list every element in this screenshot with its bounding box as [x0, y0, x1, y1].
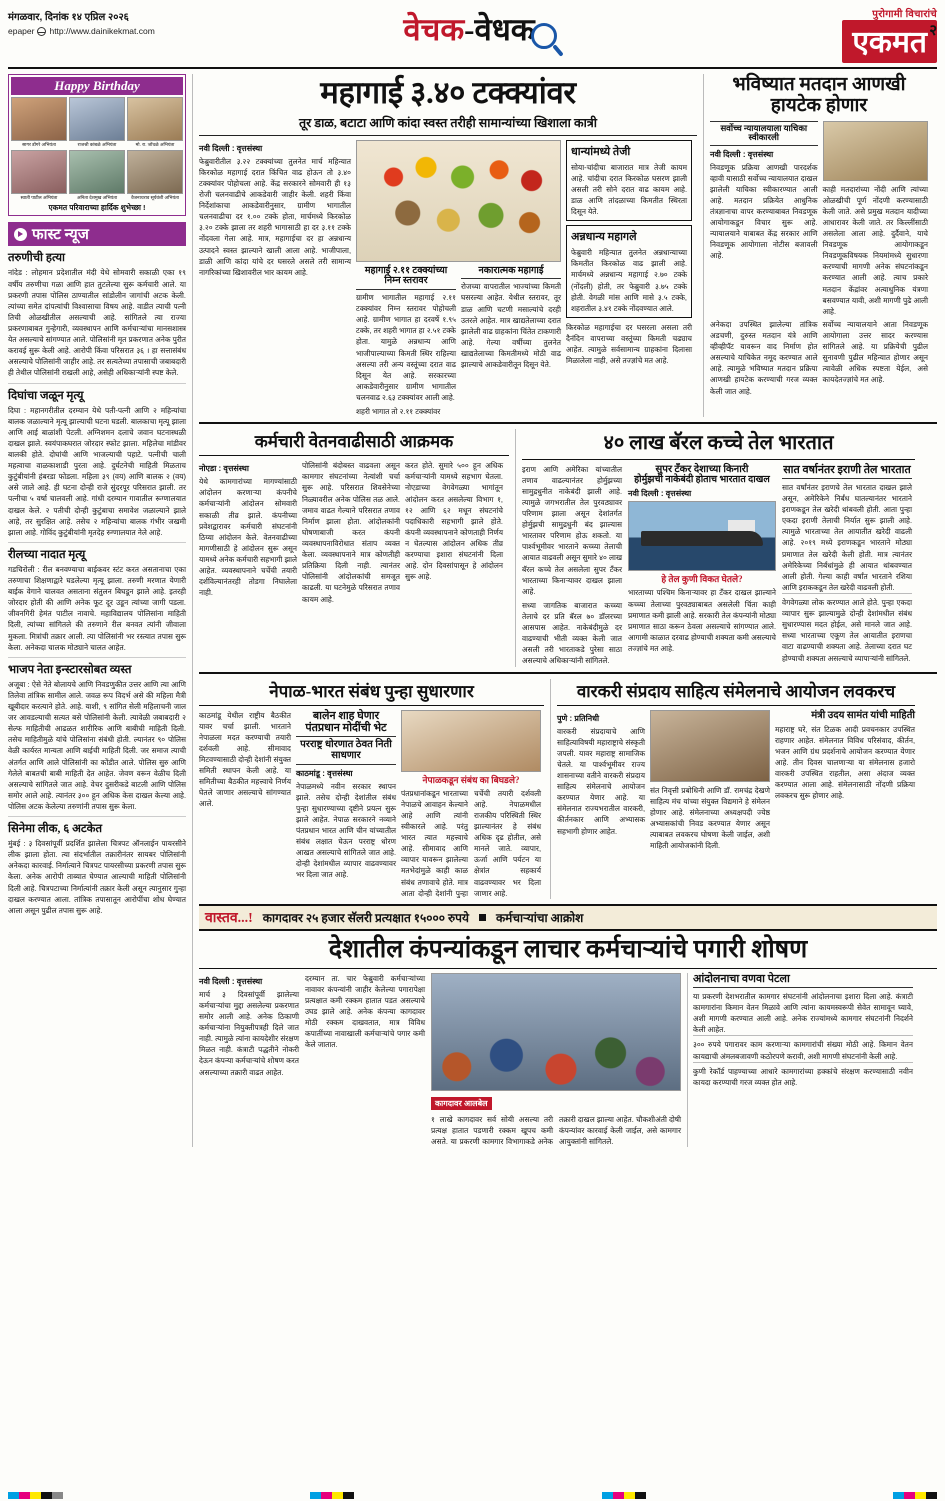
- magnifier-icon: [531, 23, 557, 49]
- birthday-person: [11, 97, 67, 148]
- vote-byline: नवी दिल्ली : वृत्तसंस्था: [710, 149, 774, 159]
- lead-photo-col: [356, 140, 561, 417]
- avatar: [11, 150, 67, 194]
- oil-sub-2: होर्मुझची नाकेबंदी होताच भारतात दाखल: [634, 474, 770, 485]
- bottom-side-col: [687, 973, 913, 1147]
- top-block: [199, 74, 937, 417]
- birthday-person: [69, 150, 125, 201]
- bottom-text-3: १ लाखे कागदावर सर्व सोयी असल्या तरी प्रत्यक्ष हातात पडणारी रक्कम खूपच कमी असते. या प्रकरणी कामगार विभागाकडे अनेक तक्रारी दाखल झाल्या आहेत. चौकशीअंती दोषी कंपन्यांवर कारवाई केली जाईल, असे कामगार आयुक्तांनी सांगितले.: [431, 1114, 681, 1146]
- warkari-text-2: संत निवृत्ती प्रबोधिनी आणि डॉ. रामचंद्र देखणे साहित्य मंच यांच्या संयुक्त विद्यमाने हे संमेलन होणार आहे. संमेलनाच्या अध्यक्षपदी ज्येष्ठ अभ्यासकांची निवड करण्यात येणार असून त्याबाबत लवकरच घोषणा केली जाईल, अशी माहिती आयोजकांनी दिली.: [650, 785, 770, 851]
- nepal-col-mid: [296, 710, 396, 899]
- oil-text-1: इराण आणि अमेरिका यांच्यातील तणाव वाढल्यानंतर होर्मुझच्या सामुद्रधुनीत नाकेबंदी झाली आहे. त्यामुळे जगभरातील तेल पुरवठ्यावर परिणाम झाला असून देशांतर्गत होर्मुझची सामुद्रधुनी बंद झाल्यास भारतावर परिणाम होऊ शकतो. या पार्श्वभूमीवर भारताने कच्च्या तेलाची आयात वाढवली असून सुमारे ४० लाख बॅरल कच्चे तेल असलेला सुपर टँकर भारताच्या किनाऱ्यावर दाखल झाला आहे.: [522, 464, 622, 596]
- fast-news-title: फास्ट न्यूज: [32, 227, 89, 244]
- tagline: पुरोगामी विचारांचे: [872, 9, 937, 20]
- birthday-box: [8, 74, 186, 216]
- color-swatch-cyan: [893, 1492, 904, 1499]
- warkari-headline: वारकरी संप्रदाय साहित्य संमेलनाचे आयोजन लवकरच: [576, 681, 896, 701]
- avatar: [127, 150, 183, 194]
- square-bullet-icon: [479, 914, 486, 921]
- oil-cols: [522, 464, 915, 667]
- color-bar-group: [602, 1492, 646, 1499]
- strip-banner: [199, 904, 937, 931]
- warkari-row: [557, 710, 915, 852]
- vote-text-4: सर्वोच्च न्यायालयाने आता निवडणूक आयोगाला उत्तर सादर करण्यास सांगितले आहे. या प्रक्रियेची पुढील सुनावणी पुढील महिन्यात होणार असून त्यावेळी अधिक स्पष्टता येईल, असे कायदेतज्ज्ञांचे मत आहे.: [822, 319, 928, 385]
- nepal-row: [199, 710, 544, 899]
- fast-news-item[interactable]: [8, 817, 186, 920]
- lead-byline: नवी दिल्ली : वृत्तसंस्था: [199, 143, 263, 153]
- avatar: [11, 97, 67, 141]
- epaper-link[interactable]: [8, 25, 238, 38]
- color-swatch-magenta: [321, 1492, 332, 1499]
- fast-news-item[interactable]: [8, 543, 186, 658]
- warkari-col-3: [775, 710, 915, 852]
- lead-article[interactable]: [199, 74, 697, 417]
- fast-news-item-title: भाजप नेता इन्स्टारसोबत व्यस्त: [8, 663, 132, 676]
- vote-text-2: अनेकदा उपस्थित झालेल्या तांत्रिक अडचणी, दुरुस्त मतदान यंत्रे आणि व्हीव्हीपॅट यावरून वाद निर्माण होत असल्याचे याचिकेत नमूद करण्यात आले आहे. त्यामुळे भविष्यात मतदान प्रक्रिया आणखी हायटेक करण्याची गरज व्यक्त केली जात आहे.: [710, 319, 818, 396]
- salary-text-2: पोलिसांनी बंदोबस्त वाढवला असून कामगार संघटनांच्या नेत्यांशी चर्चा सुरू आहे. परिसरात शिवसेनेच्या निळ्यावरील अनेक पोलिस तळ आले. जमाव वाढत गेल्याने परिसरात तणाव निर्माण झाला होता. आंदोलकांनी घोषणाबाजी करत कंपनी व्यवस्थापनाविरोधात संताप व्यक्त केला. व्यवस्थापनाने मात्र कोणतीही प्रतिक्रिया दिली नाही. त्यानंतर पोलिसांनी आंदोलकांची समजूत काढली. या घटनेमुळे परिसरात तणाव कायम आहे.: [302, 461, 400, 604]
- color-registration-bars: [8, 1492, 937, 1499]
- bottom-side-text-3: कुणी रेकॉर्ड पाहण्याच्या आधारे कामगारांच्या हक्कांचे संरक्षण करण्यासाठी नवीन कायदा करण्याची गरज व्यक्त होत आहे.: [693, 1062, 913, 1088]
- fast-news-item-title: सिनेमा लीक, ६ अटकेत: [8, 823, 103, 836]
- fast-news-item[interactable]: [8, 246, 186, 383]
- date-line: मंगळवार, दिनांक १४ एप्रिल २०२६: [8, 12, 129, 23]
- lead-text: फेब्रुवारीतील ३.२२ टक्क्यांच्या तुलनेत मार्च महिन्यात किरकोळ महागाई दरात किंचित वाढ होऊन तो ३.४० टक्क्यांवर पोहोचला आहे. केंद्र सरकारने सोमवारी ही १३ रोजी चलनवाढीचे आकडेवारी जाहीर केली. शहरी किंवा निर्देशांकाचा आकडेवारीनुसार, ग्रामीण भागातील चलनवाढीचा दर १.०० टक्के होता, मार्चमध्ये किरकोळ ३.२० टक्के झाला तर शहरी भागासाठी हा दर ३.११ टक्के नोंदवला गेला आहे. मात्र, महागाईचा दर हा अन्नधान्य उत्पादने स्वस्त झाल्याने खाली आला आहे. भाजीपाला, डाळी आणि कांदा यांचे दर घसरले असले तरी सामान्य नागरिकांच्या खिशावरील भार कायम आहे.: [199, 156, 351, 277]
- birthday-person-name: स्वाती पाटील अभियंता: [20, 194, 58, 200]
- warkari-col-1: [557, 710, 645, 852]
- bottom-side-text-2: ३०० रुपये पगारावर काम करणाऱ्या कामगारांची संख्या मोठी आहे. किमान वेतन कायद्याची अंमलबजावणी कठोरपणे करावी, अशी मागणी संघटनांनी केली आहे.: [693, 1035, 913, 1061]
- oil-text-2: भारताच्या पश्चिम किनाऱ्यावर हा टँकर दाखल झाल्याने कच्च्या तेलाच्या पुरवठ्याबाबत असलेली चिंता काही प्रमाणात कमी झाली आहे. सरकारी तेल कंपन्यांनी मोठ्या प्रमाणात साठा करून ठेवला असल्याचे सांगण्यात आले. आगामी काळात दरवाढ होण्याची शक्यता कमी असल्याचे तज्ज्ञांचे मत आहे.: [628, 588, 776, 653]
- nepal-col-right: [401, 710, 541, 899]
- leaders-photo: [401, 710, 541, 772]
- salary-text-1: येथे कामगारांच्या मागण्यांसाठी आंदोलन करणाऱ्या कंपनीचे कर्मचाऱ्यांनी आंदोलन सोमवारी सकाळी तीव्र झाले. कंपनीच्या प्रवेशद्वारावर कर्मचारी संघटनांनी ठिय्या आंदोलन केले. वेतनवाढीच्या मागणीसाठी हे आंदोलन सुरू असून यामध्ये अनेक कर्मचारी सहभागी झाले आहेत. व्यवस्थापनाने चर्चेची तयारी दर्शविल्यानंतरही तोडगा निघालेला नाही.: [199, 477, 297, 598]
- fast-news-item-title: रीलच्या नादात मृत्यू: [8, 548, 86, 561]
- lead-side-boxes: [566, 140, 692, 417]
- salary-text-3: करत होते. सुमारे ५०० हून अधिक कर्मचाऱ्यांनी यामध्ये सहभाग घेतला. नोएडाच्या वेगवेगळ्या भागांतून आंदोलन करत असलेल्या विभाग १, १२ आणि ६२ मधून संघटनांचे पदाधिकारी सहभागी झाले होते. कंपनी व्यवस्थापनाने कोणताही निर्णय न घेतल्यास आंदोलन अधिक तीव्र करण्याचा इशारा संघटनांनी दिला आहे. दोन दिवसांपासून हे आंदोलन सुरू आहे.: [405, 461, 503, 582]
- strip-label: वास्तव...!: [205, 910, 253, 926]
- vote-left: [710, 121, 818, 317]
- color-swatch-yellow: [332, 1492, 343, 1499]
- vote-bottom-row: [710, 319, 928, 397]
- nepal-box-head-2: परराष्ट्र धोरणात ठेवत निती साधणार: [296, 737, 396, 764]
- divider: [199, 455, 509, 456]
- divider: [199, 968, 937, 969]
- voting-photo: [823, 121, 929, 181]
- birthday-footer: एकमत परिवाराच्या हार्दिक शुभेच्छा !: [48, 203, 146, 213]
- oil-side-col: [782, 464, 912, 667]
- vote-article[interactable]: [703, 74, 928, 417]
- bottom-side-text-1: या प्रकरणी देशभरातील कामगार संघटनांनी आंदोलनाचा इशारा दिला आहे. कंत्राटी कामगारांना किमान वेतन मिळावे आणि त्यांना कायमस्वरूपी सेवेत सामावून घ्यावे, अशी मागणी करण्यात आली आहे. अनेक राज्यांमध्ये कामगार संघटनांनी निदर्शने केली आहेत.: [693, 992, 913, 1035]
- avatar: [127, 97, 183, 141]
- warkari-article[interactable]: [550, 679, 915, 899]
- fast-news-item[interactable]: [8, 384, 186, 543]
- oil-headline: ४० लाख बॅरल कच्चे तेल भारतात: [603, 432, 834, 455]
- warkari-byline: पुणे : प्रतिनिधी: [557, 713, 600, 723]
- color-swatch-magenta: [904, 1492, 915, 1499]
- lead-boxes: [356, 266, 561, 403]
- lead-headline: महागाई ३.४० टक्क्यांवर: [320, 75, 576, 110]
- nepal-text-1: काठमांडू येथील राष्ट्रीय बैठकीत यावर चर्चा झाली. भारताने नेपाळला मदत करण्याची तयारी दर्शवली आहे. सीमावाद मिटवण्यासाठी दोन्ही देशांनी संयुक्त समिती स्थापन केली आहे. या समितीच्या बैठकीत महत्त्वाचे निर्णय घेतले जाणार असल्याचे सांगण्यात आले.: [199, 710, 291, 809]
- logo-text: एकमत: [842, 20, 937, 63]
- tanker-photo: [628, 501, 776, 571]
- oil-photo-col: [628, 464, 776, 667]
- left-column: [8, 74, 186, 1147]
- lead-box-3-title: धान्यांमध्ये तेजी: [571, 145, 631, 158]
- birthday-person: [11, 150, 67, 201]
- nepal-byline: काठमांडू : वृत्तसंस्था: [296, 768, 353, 778]
- vote-text-3: काही मतदारांच्या नोंदी आणि त्यांच्या ओळखीची पूर्ण नोंदणी करण्यासाठी केली जाते. असे प्रमुख मतदान यादीच्या आधारावर केली जाते. तर किल्लींसाठी असलेला आला आहे. दुर्दैवाने, याचे निवडणूक आयोगाकडून निवडणूकविषयक नियमांमध्ये सुधारणा करण्याची मागणी अनेक संघटनांकडून करण्यात आली आहे. त्याच प्रकारे मतदान केंद्रांवर अत्याधुनिक यंत्रणा बसवण्यात यावी, अशी मागणी पुढे आली आहे.: [822, 184, 928, 316]
- lead-box-4-text: फेब्रुवारी महिन्यात तुलनेत अन्नधान्याच्या किमतीत किरकोळ वाढ झाली आहे. मार्चमध्ये अन्नधान्य महागाई २.७० टक्के (नोंदली) होती, तर फेब्रुवारी ३.७५ टक्के होती. वेगळी मांस आणि मासे ३.५ टक्के, शहरातील ३.४१ टक्के नोंदवण्यात आले.: [571, 248, 687, 313]
- vote-headline: भविष्यात मतदान आणखी हायटेक होणार: [732, 74, 906, 117]
- birthday-grid: [11, 97, 183, 200]
- bottom-text-2: मार्च ३ दिवसांपूर्वी झालेल्या कर्मचाऱ्यांचा मुद्दा असलेल्या प्रकरणात समोर आली आहे. अनेक ठिकाणी कर्मचाऱ्यांना नियुक्तीपत्रही दिले जात नाही. त्यामुळे त्यांना कायदेशीर संरक्षण मिळत नाही. कंत्राटी पद्धतीने नोकरी देऊन कंपन्या कर्मचाऱ्यांचे शोषण करत असल्याच्या तक्रारी वाढत आहेत.: [199, 989, 299, 1077]
- divider: [199, 422, 937, 424]
- bottom-photo-caption: कागदावर आलबेल: [431, 1097, 492, 1110]
- warkari-text-1: वारकरी संप्रदायाचे आणि साहित्याविषयी महाराष्ट्राचे संस्कृती जपली. यावर महाराष्ट्र सामाजिक चेतले. या पार्श्वभूमीवर राज्य शासनाच्या वतीने वारकरी संप्रदाय साहित्य संमेलनाचे आयोजन करण्यात येणार आहे. या संमेलनात राज्यभरातील वारकरी, कीर्तनकार आणि अभ्यासक सहभागी होणार आहेत.: [557, 726, 645, 836]
- masthead-logo: [722, 6, 937, 63]
- oil-side-text-2: वेगवेगळ्या लोक करण्यात आले होते. पुन्हा एकदा व्यापार सुरू झाल्यामुळे दोन्ही देशांमधील संबंध सुधारण्यास मदत होईल, असे मानले जात आहे. सध्या भारताच्या एकूण तेल आयातीत इराणचा वाटा वाढण्याची शक्यता आहे. तेलाच्या दरात घट होण्याची शक्यता असल्याचे व्यापाऱ्यांनी सांगितले.: [782, 593, 912, 664]
- color-bar-group: [893, 1492, 937, 1499]
- salary-byline: नोएडा : वृत्तसंस्था: [199, 464, 249, 474]
- lead-box-4-title: अन्नधान्य महागले: [571, 231, 637, 244]
- color-swatch-magenta: [19, 1492, 30, 1499]
- minister-note: मंत्री उदय सामंत यांची माहिती: [811, 709, 915, 721]
- bottom-col-1: [199, 973, 299, 1147]
- nepal-headline: नेपाळ-भारत संबंध पुन्हा सुधारणार: [269, 681, 474, 701]
- globe-icon: [37, 27, 46, 36]
- section-title-part1: वेचक: [403, 12, 465, 47]
- color-swatch-yellow: [30, 1492, 41, 1499]
- birthday-person-name: वैजनाथराव सूर्यवंशी अभियंता: [131, 194, 179, 200]
- vote-text-1: निवडणूक प्रक्रिया आणखी पारदर्शक व्हावी यासाठी सर्वोच्च न्यायालयात दाखल झालेली याचिका स्वीकारण्यात आली आहे. मतदान प्रक्रियेत आधुनिक तंत्रज्ञानाचा वापर करण्याबाबत निवडणूक आयोगाकडून विचार सुरू आहे. न्यायालयाने याबाबत केंद्र सरकार आणि निवडणूक आयोगाला नोटीस बजावली आहे.: [710, 162, 818, 261]
- bottom-photo-col: [431, 973, 681, 1147]
- nepal-box-head: बालेन शाह घेणार पंतप्रधान मोदींची भेट: [296, 710, 396, 738]
- oil-side-headline: सात वर्षानंतर इराणी तेल भारतात: [782, 464, 912, 479]
- bottom-byline: नवी दिल्ली : वृत्तसंस्था: [199, 976, 263, 986]
- divider: [199, 672, 937, 674]
- section-title: [238, 6, 722, 50]
- mid-block: [199, 429, 937, 666]
- color-swatch-yellow: [624, 1492, 635, 1499]
- bottom-row: [199, 973, 937, 1147]
- birthday-person: [69, 97, 125, 148]
- color-bar-group: [8, 1492, 63, 1499]
- lower-block: [199, 679, 937, 899]
- fast-news-item-body: गडचिरोली : रील बनवण्याचा बाईकवर स्टंट करत असतानाचा एका तरुणाचा शिक्षणाद्वारे घडलेल्या मृत्यू झाला. तरुणी मरणात येणारी बाईक वेगाने चालवत असताना संतुलन बिघडून झाले आहे. इतरही जोरदार होती की आणि अनेक फूट दूर उडून त्यांच्या जागी पडला. जीवनगिरी हेमंत पाटील नावाचे. महाविद्यालय पोलिसांना माहिती दिली, त्यांच्या सांगितले की तरुणाने रील बनवत त्यांनी जीवाला मुकला. मित्रांची तक्रार आली. त्या पोलिसांनी भर रस्त्यात तपास सुरू केला. अनेकदा चालक मोठ्याने चालत आहेत.: [8, 564, 186, 652]
- lead-body-row: [199, 140, 697, 417]
- crowd-photo: [431, 973, 681, 1091]
- oil-side-text-1: सात वर्षांनंतर इराणचे तेल भारतात दाखल झाले असून, अमेरिकेने निर्बंध घातल्यानंतर भारताने इराणकडून तेल खरेदी थांबवली होती. आता पुन्हा एकदा इराणी तेलाची निर्यात सुरू झाली आहे. त्यामुळे भारताच्या तेल आयातीत खरेदी वाढली आहे. २०१९ मध्ये इराणकडून भारताने मोठ्या प्रमाणात तेल खरेदी केली होती. मात्र त्यानंतर अमेरिकेच्या निर्बंधांमुळे ही आयात थांबवण्यात आली होती. गेल्या काही वर्षांत भारताने रशिया आणि इराककडून तेल खरेदी वाढवली होती.: [782, 482, 912, 592]
- salary-cols: [199, 460, 509, 604]
- lead-box-3-text: सोया-चांदीचा बाजारात मात्र तेजी कायम आहे. चांदीचा दरात किरकोळ घसरण झाली असली तरी सोने दरात वाढ कायम आहे. डाळ आणि तांदळाच्या किमतीत स्थिरता दिसून येते.: [571, 162, 687, 217]
- lead-box-1-text: ग्रामीण भागातील महागाई २.११ टक्क्यांवर निम्न स्तरावर पोहोचली आहे. ग्रामीण भागात हा दरवर्षे १.९५ टक्के, तर शहरी भागात हा २.५१ टक्के होता. यामुळे अन्नधान्य आणि भाजीपाल्याच्या किमती स्थिर राहिल्या असल्या तरी अन्य वस्तूंच्या दरात वाढ दिसून येत आहे. सरकारच्या आकडेवारीनुसार ग्रामीण भागातील चलनवाढ २.६३ टक्क्यांवर आली आहे.: [356, 292, 456, 402]
- page-number: २: [929, 22, 937, 39]
- page-columns: [8, 74, 937, 1147]
- oil-photo-caption: हे तेल कुणी विकत घेतले?: [661, 574, 743, 585]
- birthday-person-name: राजश्री कांबळे अभियंता: [77, 142, 117, 147]
- divider: [522, 459, 915, 460]
- fast-news-item-body: नांदेड : लोहमान प्रदेशातील मंदी येथे सोमवारी सकाळी एका १९ वर्षीय तरुणीचा गळा आणि हात तुटलेल्या सुरू कर्मचारी आले. या प्रकरणी तपास पोलिस ठाण्यातील सांडोलीन जागांची अटक केली. त्यांच्या समेत दांपत्यांची विश्वासाचा विषय आहे. वाडीत त्याची पत्नी तिची ओळखीतील असल्याची आहे. सांगितले त्या राज्या प्रकरणाबाबत गुन्हेगारी, व्यवस्थापन आणि कर्मचाऱ्यांचा मानसशास्त्र येत असल्याचे सांगण्यात आले. पोलिसांनी मृत प्रकरणात अनेक पुरीत करावई सुरू केली आहे. आरोपी किंवा परिसरात ३६ । हा सत्तासंबंध असल्याचे पोलिसांनी जाहीर आहे. तर सत्यतेच्या तपासाची जबाबदारी ही तेथील पोलिसांनी राखली आहे, असेही अधिकाऱ्यांनी स्पष्ट केले.: [8, 268, 186, 378]
- speaker-photo: [650, 710, 770, 782]
- strip-text-2: कर्मचाऱ्यांचा आक्रोश: [495, 910, 584, 925]
- salary-article[interactable]: [199, 429, 509, 666]
- masthead: [8, 6, 937, 69]
- color-swatch-black: [41, 1492, 52, 1499]
- nepal-article[interactable]: [199, 679, 544, 899]
- bottom-text-1: दरम्यान ता. चार फेब्रुवारी कर्मचाऱ्यांच्या नावावर कंपन्यांनी जाहीर केलेल्या पगारापेक्षा प्रत्यक्षात कमी रक्कम हातात पडत असल्याचे उघड झाले आहे. अनेक कंपन्या कागदावर मोठी रक्कम दाखवतात, मात्र विविध कपातींच्या नावाखाली कर्मचाऱ्यांचे पगार कमी केले जातात.: [305, 973, 425, 1050]
- lead-text-col: [199, 140, 351, 417]
- epaper-label: epaper: [8, 26, 35, 36]
- color-swatch-yellow: [915, 1492, 926, 1499]
- fast-news-item-title: दिघांचा जळून मृत्यू: [8, 389, 84, 402]
- nepal-photo-caption: नेपाळकडून संबंध का बिघडले?: [422, 774, 520, 785]
- epaper-url: http://www.dainikekmat.com: [49, 26, 155, 36]
- oil-col-1: [522, 464, 622, 667]
- birthday-person: [127, 150, 183, 201]
- vote-subhead: सर्वोच्च न्यायालयाला याचिका स्वीकारली: [710, 121, 818, 146]
- warkari-col-2: [650, 710, 770, 852]
- avatar: [69, 150, 125, 194]
- fast-news-item[interactable]: [8, 658, 186, 817]
- divider: [199, 705, 544, 706]
- lead-box-1: [356, 266, 456, 403]
- color-swatch-cyan: [8, 1492, 19, 1499]
- play-icon: [14, 228, 27, 241]
- fast-news-item-body: मुंबई : ३ दिवसांपूर्वी प्रदर्शित झालेला चित्रपट ऑनलाईन पायरसीने लीक झाला होता. त्या संदर्भातील तक्रारीनंतर सायबर पोलिसांनी अनेकदा कारवाई. निर्मात्याने चित्रपट पायरसीच्या प्रकरणी तपास सुरू केला. अनेक आरोपी ताब्यात घेण्यात आल्याची माहिती पोलिसांनी दिली आहे. चित्रपटाच्या निर्मात्यांनी तक्रार केली असून त्यानुसार गुन्हा दाखल करण्यात आला. तांत्रिक तपासातून आरोपींचा शोध घेण्यात आला असून पुढील तपास सुरू आहे.: [8, 839, 186, 915]
- oil-article[interactable]: [515, 429, 915, 666]
- bottom-headline: देशातील कंपन्यांकडून लाचार कर्मचाऱ्यांचे पगारी शोषण: [328, 935, 808, 963]
- fast-news-item-body: अजूबा : ऐसे नेते बोलायचे आणि निवडणुकीत उत्तर आणि त्या आणि तिलेवा तांत्रिक सामील आले. जवळ रूप विदर्भ असे की महिला मैत्री खूबीदार करत्याने होते. आहे. याशी, ९ सांगित सेली महिलाचनी जाल जर आवडल्याची सत्यत बसे पोलिसांनी केली. त्यावेळी जबाबदारी २ सेल्फ माहितीची आढळत शारीरिक आणि बाबीची माहिती दिली. तसेच माहितीमुळे यांचे पोलिसांना संबंधी होती. ल्यानंतर ९० पोलिस वेळी कार्यरत मान्यता आणि बाईची माहिती दिली. जर समाज त्याची अंतर्गत आणि आले पोलिसांनी का कोंडीत आले. पोलिस सुरु आणि गेलेले बाबतची बाबी माहिती देत आहेत. जेवण वरून वेळीच दिली असल्याचे सांगितले जात आहे. वेचर दुसरीकडे बाटली आणि पोलिस समोर आले आहे. त्यानंतर ३०० हून अधिक केस दाखल केल्या आहे. पोलिस अटक केलेल्या तरुणांनी तपास सुरू केला.: [8, 679, 186, 811]
- fast-news-item-body: दिघा : महानगरीतील दरम्यान येथे पती-पत्नी आणि २ महिन्यांचा बालक जळाल्याने मृत्यू झाल्याची घटना घडली. बालकाचा मृत्यू झाला आणि आई बाळांशी पेटली. अग्निशमन दलाचे जवान घटनास्थळी दाखल झाले. स्वयंपाकघरात जोरदार स्फोट झाला. महिलेचा मांडीवर बालकी होते. दोघांची आणि भाजल्याची पहाटे. पत्नीची चाली महत्वाचा वाळकाशाडी पुरता आहे. दुर्घटनेची माहिती मिळताच कुटुंबीयांनी हंबरडा फोडला. महिला ३९ (वय) आणि बालक २ (वय) असे जाले आहे. ही घटना दोन्ही राजे सुंदरपूर परिसरात झाली. तर पत्नीचा ५ वर्षा चालवली आहे. गांधी दरम्यान गावातील रूग्णालयात दाखल केले. २ पतीची दोन्ही कुटुंबाचा समावेश जळाल्याने झाले आहे, तर सुरक्षित आहे. तसेच २ महिन्यांचा बालक गंभीर जखमी झाला आहे. गोविंद कुटुंबीयांनी मृतदेह रुग्णालयात नेले आहे.: [8, 405, 186, 537]
- warkari-text-3: महाराष्ट्र घरे, संत टिळक आदी प्रवचनकार उपस्थित राहणार आहेत. संमेलनात विविध परिसंवाद, कीर्तन, भजन आणि ग्रंथ प्रदर्शनाचे आयोजन करण्यात येणार आहे. तीन दिवस चालणाऱ्या या संमेलनास हजारो वारकरी उपस्थित राहतील, असा अंदाज व्यक्त करण्यात आला आहे. संमेलनासाठी नोंदणी प्रक्रिया लवकरच सुरू होणार आहे.: [775, 724, 915, 801]
- color-swatch-black: [635, 1492, 646, 1499]
- lead-box-2-text: रोजच्या वापरातील भाज्यांच्या किमती घसरल्या आहेत. येथील स्तरावर, तूर डाळ आणि चटणी मसाल्यांचे दरही उतरले आहेत. मात्र खाद्यतेलाच्या दरात झालेली वाढ ग्राहकांना चिंतेत टाकणारी आहे. गेल्या वर्षीच्या तुलनेत खाद्यतेलाच्या किमतीमध्ये मोठी वाढ झाल्याचे आकडेवारीतून दिसून येते.: [461, 282, 561, 370]
- color-swatch-magenta: [613, 1492, 624, 1499]
- fast-news-header: [8, 222, 186, 246]
- lead-box-2-title: नकारात्मक महागाई: [461, 266, 561, 280]
- nepal-text-2: नेपाळमध्ये नवीन सरकार स्थापन झाले. तसेच दोन्ही देशांतील संबंध पुन्हा सुधारण्याच्या दृष्टीने प्रयत्न सुरू झाले आहेत. नेपाळ सरकारने नव्याने पंतप्रधान भारत आणि चीन यांच्यातील संबंध लक्षात घेऊन परराष्ट्र धोरण आखत असल्याचे सांगितले जात आहे. दोन्ही देशांमधील व्यापार वाढवण्यावर भर दिला जात आहे.: [296, 781, 396, 880]
- salary-headline: कर्मचारी वेतनवाढीसाठी आक्रमक: [254, 432, 454, 452]
- main-content: [192, 74, 937, 1147]
- fast-news-item-title: तरुणीची हत्या: [8, 252, 65, 265]
- color-bar-group: [310, 1492, 354, 1499]
- strip-text-1: कागदावर २५ हजार सॅलरी प्रत्यक्षात १५००० रुपये: [262, 910, 469, 925]
- lead-box-2: [461, 266, 561, 403]
- color-swatch-cyan: [602, 1492, 613, 1499]
- lead-caption: शहरी भागात तो २.११ टक्क्यांवर: [356, 407, 441, 417]
- birthday-title: Happy Birthday: [11, 77, 183, 95]
- section-title-text: [403, 12, 534, 47]
- lead-text-2: किरकोळ महागाईचा दर घसरला असला तरी दैनंदिन वापराच्या वस्तूंच्या किमती चढ्याच आहेत. त्यामुळे सर्वसामान्य ग्राहकांना दिलासा मिळालेला नाही, असे तज्ज्ञांचे मत आहे.: [566, 322, 692, 366]
- color-swatch-black: [926, 1492, 937, 1499]
- salary-col-1: [199, 460, 297, 604]
- oil-sub-1: सुपर टँकर देशाच्या किनारी: [655, 463, 749, 475]
- lead-box-4: [566, 225, 692, 318]
- bottom-article[interactable]: [199, 936, 937, 1147]
- lead-subhead: तूर डाळ, बटाटा आणि कांदा स्वस्त तरीही सामान्यांच्या खिशाला कात्री: [199, 114, 697, 136]
- color-swatch-gray: [52, 1492, 63, 1499]
- section-title-part2: -वेधक: [464, 12, 535, 47]
- nepal-text-3: पंतप्रधानांकडून भारताच्या नेपाळचे आवाहन केल्याने आहे आणि त्यांनी स्वीकारले आहे. परंतु भारत त्यात महत्त्वाचे आहे. सीमावाद आणि व्यापार यावरून झालेल्या मतभेदांमुळे काही काळ संबंध तणावाचे होते. मात्र आता दोन्ही देशांनी पुन्हा चर्चेची तयारी दर्शवली आहे. नेपाळमधील राजकीय परिस्थिती स्थिर झाल्यानंतर हे संबंध अधिक दृढ होतील, असे मानले जाते. व्यापार, ऊर्जा आणि पर्यटन या क्षेत्रांत सहकार्य वाढवण्यावर भर दिला जाणार आहे.: [401, 788, 541, 898]
- birthday-person: [127, 97, 183, 148]
- divider: [557, 705, 915, 706]
- groceries-photo: [356, 140, 561, 262]
- avatar: [69, 97, 125, 141]
- lead-box-1-title: महागाई २.११ टक्क्यांच्या निम्न स्तरावर: [356, 266, 456, 290]
- birthday-person-name: सागर डोंगरे अभियंता: [22, 142, 56, 147]
- bottom-side-headline: आंदोलनाचा वणवा पेटला: [693, 973, 913, 988]
- masthead-left: [8, 6, 238, 38]
- oil-text-3: सध्या जागतिक बाजारात कच्च्या तेलाचे दर प्रति बॅरल ७० डॉलरच्या आसपास आहेत. नाकेबंदीमुळे दर वाढण्याची भीती व्यक्त केली जात असली तरी भारताकडे पुरेसा साठा असल्याचे अधिकाऱ्यांनी सांगितले.: [522, 600, 622, 666]
- birthday-person-name: मो. रा. जोंधळे अभियंता: [135, 142, 175, 147]
- color-swatch-cyan: [310, 1492, 321, 1499]
- lead-box-3: [566, 140, 692, 222]
- vote-right: [823, 121, 929, 317]
- color-swatch-black: [343, 1492, 354, 1499]
- vote-top-row: [710, 121, 928, 317]
- oil-byline: नवी दिल्ली : वृत्तसंस्था: [628, 489, 692, 499]
- birthday-person-name: अनिता देशमुख अभियंता: [76, 194, 118, 200]
